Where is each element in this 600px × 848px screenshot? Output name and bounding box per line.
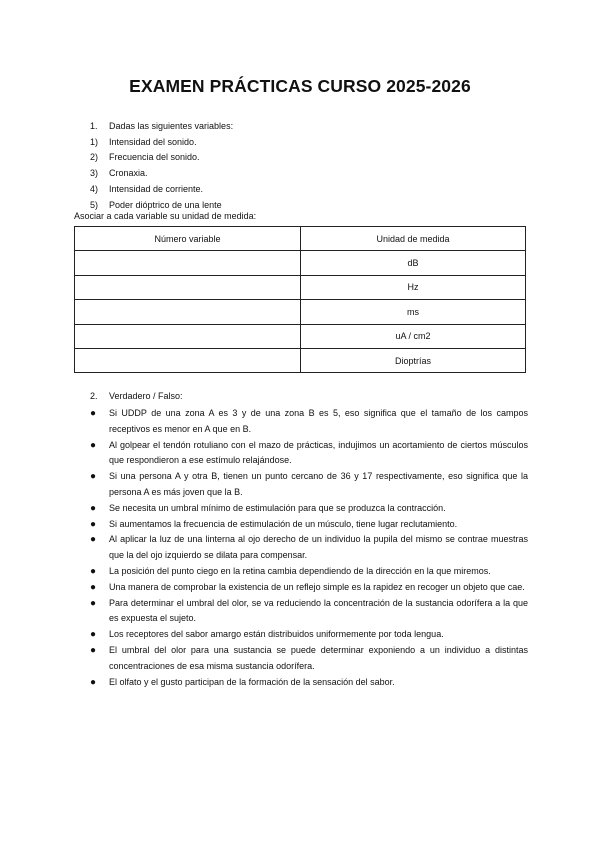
variable-text: Poder dióptrico de una lente [109,199,222,210]
variable-number: 4) [90,184,99,195]
variable-number: 3) [90,168,99,179]
bullet-icon: ● [90,518,97,530]
statement-text: Para determinar el umbral del olor, se va reduciendo la concentración de la sustancia odorífera a la que es expuesta el sujeto. [109,597,528,624]
list-item [90,675,528,691]
table-row [75,251,526,275]
variable-cell[interactable] [75,324,301,348]
table-row [75,275,526,299]
list-item [90,643,528,675]
list-item [90,517,528,533]
question-number: 2. [90,391,98,401]
list-item [90,596,528,628]
statement-text: El umbral del olor para una sustancia se puede determinar exponiendo a un individuo a distintas concentraciones de esa misma sustancia odorífera. [109,644,528,671]
variable-cell[interactable] [75,275,301,299]
unit-cell: uA / cm2 [301,324,526,348]
statement-text: La posición del punto ciego en la retina cambia dependiendo de la dirección en la que miremos. [109,565,491,576]
bullet-icon: ● [90,439,97,451]
variable-text: Intensidad de corriente. [109,184,204,195]
variable-cell[interactable] [75,251,301,275]
statement-text: Al golpear el tendón rotuliano con el mazo de prácticas, indujimos un acortamiento de ciertos músculos que respondieron a ese estímulo relajándose. [109,439,528,466]
question-1 [90,118,233,213]
variable-cell[interactable] [75,348,301,372]
question-1-intro [90,118,233,134]
statement-text: Si aumentamos la frecuencia de estimulación de un músculo, tiene lugar reclutamiento. [109,518,458,529]
variable-item [90,150,233,166]
bullet-icon: ● [90,565,97,577]
bullet-icon: ● [90,471,97,483]
unit-cell: ms [301,300,526,324]
statement-text: Al aplicar la luz de una linterna al ojo derecho de un individuo la pupila del mismo se contrae muestras que la del ojo izquierdo se dilata para compensar. [109,534,528,561]
bullet-icon: ● [90,629,97,641]
list-item [90,469,528,501]
bullet-icon: ● [90,534,97,546]
true-false-list [90,406,528,690]
variable-number: 5) [90,199,99,210]
statement-text: Si UDDP de una zona A es 3 y de una zona B es 5, eso significa que el tamaño de los campos receptivos es menor en A que en B. [109,408,528,434]
variable-item [90,134,233,150]
question-2-heading [90,391,183,401]
table-row [75,324,526,348]
unit-cell: Hz [301,275,526,299]
bullet-icon: ● [90,676,97,688]
question-number: 1. [90,120,98,131]
variable-item [90,165,233,181]
unit-cell: dB [301,251,526,275]
variable-cell[interactable] [75,300,301,324]
statement-text: Una manera de comprobar la existencia de un reflejo simple es la rapidez en recoger un objeto que cae. [109,581,525,592]
bullet-icon: ● [90,502,97,514]
bullet-icon: ● [90,408,97,419]
table-row [75,300,526,324]
bullet-icon: ● [90,597,97,609]
table-row [75,348,526,372]
list-item [90,564,528,580]
units-table [74,226,526,373]
page-title: EXAMEN PRÁCTICAS CURSO 2025-2026 [129,76,471,96]
question-1-intro-text: Dadas las siguientes variables: [109,120,234,131]
list-item [90,532,528,564]
list-item [90,580,528,596]
table-header-row [75,227,526,251]
list-item [90,501,528,517]
column-header-unit: Unidad de medida [301,227,526,251]
bullet-icon: ● [90,644,97,656]
question-2-heading-text: Verdadero / Falso: [109,391,183,401]
list-item [90,627,528,643]
bullet-icon: ● [90,581,97,593]
statement-text: Los receptores del sabor amargo están distribuidos uniformemente por toda lengua. [109,629,444,640]
variable-number: 1) [90,136,99,147]
statement-text: El olfato y el gusto participan de la formación de la sensación del sabor. [109,676,395,687]
list-item [90,406,528,438]
column-header-variable: Número variable [75,227,301,251]
unit-cell: Dioptrías [301,348,526,372]
variable-text: Frecuencia del sonido. [109,152,200,163]
statement-text: Se necesita un umbral mínimo de estimulación para que se produzca la contracción. [109,502,446,513]
variable-number: 2) [90,152,99,163]
association-instruction: Asociar a cada variable su unidad de medida: [74,211,257,221]
list-item [90,438,528,470]
variable-text: Intensidad del sonido. [109,136,197,147]
variable-item [90,181,233,197]
statement-text: Si una persona A y otra B, tienen un punto cercano de 36 y 17 respectivamente, eso significa que la persona A es más joven que la B. [109,471,528,497]
variable-text: Cronaxia. [109,168,148,179]
